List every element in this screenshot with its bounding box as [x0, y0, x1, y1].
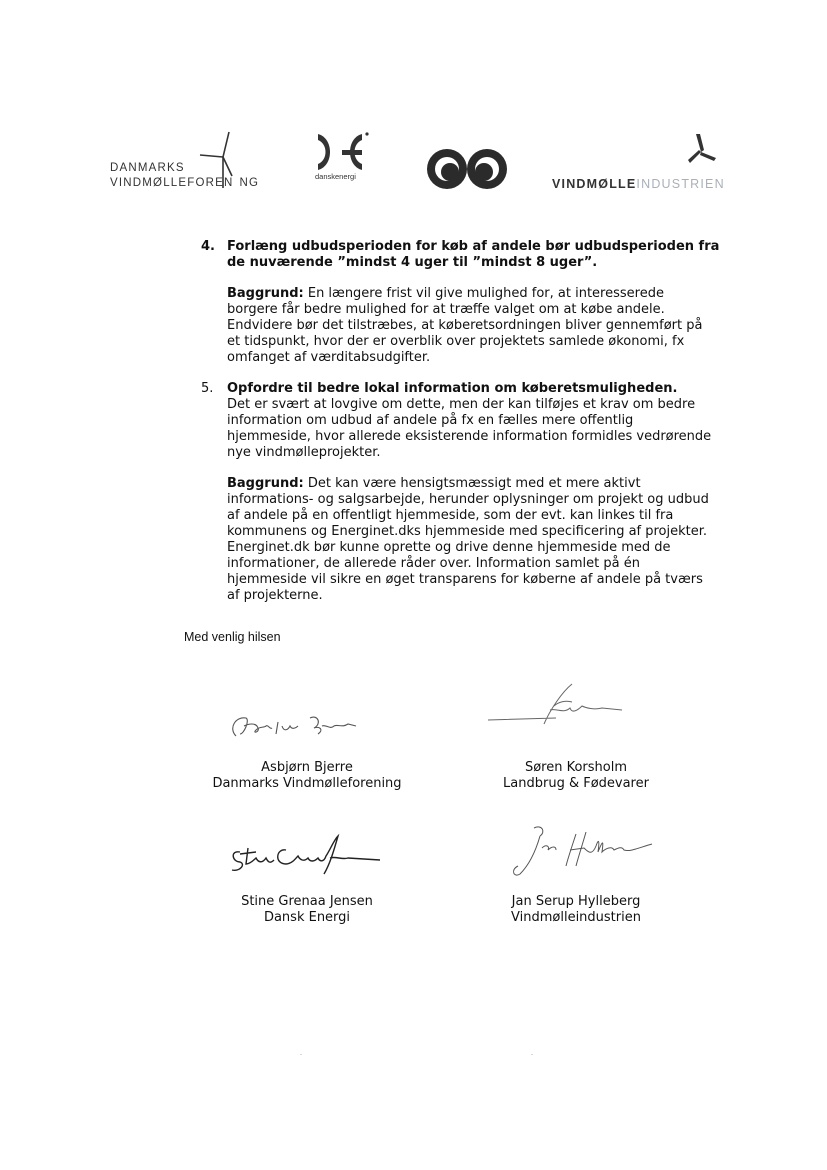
logo-dvf-line2b: NG [239, 177, 260, 189]
body-line: nye vindmølleprojekter. [227, 445, 381, 460]
baggrund-paragraph-line [227, 286, 664, 302]
signatory-organisation: Landbrug & Fødevarer [503, 776, 649, 791]
baggrund-line: borgere får bedre mulighed for at træffe valget om at købe andele. [227, 302, 665, 317]
baggrund-text: Det kan være hensigtsmæssigt med et mere aktivt [303, 476, 641, 491]
landbrug-fodevarer-emblem-icon [425, 145, 517, 193]
item-heading-line: de nuværende ”mindst 4 uger til ”mindst 8 uger”. [227, 255, 598, 270]
logo-landbrug-fodevarer [425, 145, 517, 193]
logo-dvf-line2a: VINDMØLLEFOREN [110, 177, 234, 189]
scan-speck [531, 1054, 533, 1055]
baggrund-line: informationer, de allerede råder over. Information samlet på én [227, 556, 640, 571]
logo-vi-dark-text: VINDMØLLE [552, 177, 637, 191]
baggrund-label: Baggrund: [227, 286, 304, 301]
logo-dvf-line1: DANMARKS [110, 162, 185, 174]
item-heading-line: Opfordre til bedre lokal information om køberetsmuligheden. [227, 381, 678, 396]
handwritten-signature [486, 680, 626, 728]
baggrund-label: Baggrund: [227, 476, 304, 491]
body-line: hjemmeside, hvor allerede eksisterende information formidles vedrørende [227, 429, 712, 444]
signatory-organisation: Vindmølleindustrien [511, 910, 641, 925]
signatory-organisation: Danmarks Vindmølleforening [212, 776, 402, 791]
baggrund-line: omfanget af værditabsudgifter. [227, 350, 431, 365]
baggrund-line: et tidspunkt, hvor der er overblik over projektets samlede økonomi, fx [227, 334, 685, 349]
item-number: 5. [201, 381, 214, 396]
baggrund-line: kommunens og Energinet.dks hjemmeside med specificering af projekter. [227, 524, 708, 539]
baggrund-line: informations- og salgsarbejde, herunder oplysninger om projekt og udbud [227, 492, 709, 507]
item-heading-line: Forlæng udbudsperioden for køb af andele bør udbudsperioden fra [227, 239, 720, 254]
baggrund-line: af projekterne. [227, 588, 323, 603]
baggrund-text: En længere frist vil give mulighed for, at interesserede [303, 286, 664, 301]
handwritten-signature [506, 822, 656, 878]
signatory-name: Stine Grenaa Jensen [241, 894, 373, 909]
body-line: information om udbud af andele på fx en fælles mere offentlig [227, 413, 634, 428]
signatory-name: Asbjørn Bjerre [261, 760, 353, 775]
body-line: Det er svært at lovgive om dette, men der kan tilføjes et krav om bedre [227, 397, 696, 412]
signatory-organisation: Dansk Energi [263, 910, 351, 925]
signatory-name: Jan Serup Hylleberg [511, 894, 641, 909]
closing-greeting: Med venlig hilsen [184, 630, 281, 644]
baggrund-paragraph-line [227, 476, 641, 492]
turbine-blades-icon [682, 130, 722, 170]
logo-vindmolleindustrien [552, 130, 725, 194]
baggrund-line: hjemmeside vil sikre en øget transparens for køberne af andele på tværs [227, 572, 703, 587]
signatory-name: Søren Korsholm [524, 760, 628, 775]
logo-vi-light-text: INDUSTRIEN [636, 177, 725, 191]
handwritten-signature [226, 830, 382, 880]
handwritten-signature [222, 704, 362, 744]
logo-dansk-energi [312, 130, 372, 190]
baggrund-line: af andele på en offentligt hjemmeside, som der evt. kan linkes til fra [227, 508, 674, 523]
logo-de-text: danskenergi [315, 172, 356, 181]
baggrund-line: Endvidere bør det tilstræbes, at køberetsordningen bliver gennemført på [227, 318, 703, 333]
dansk-energi-emblem-icon [312, 130, 372, 176]
baggrund-line: Energinet.dk bør kunne oprette og drive denne hjemmeside med de [227, 540, 671, 555]
scan-speck [300, 1054, 302, 1055]
item-number: 4. [201, 239, 215, 254]
logo-danmarks-vindmolleforening [108, 128, 258, 192]
